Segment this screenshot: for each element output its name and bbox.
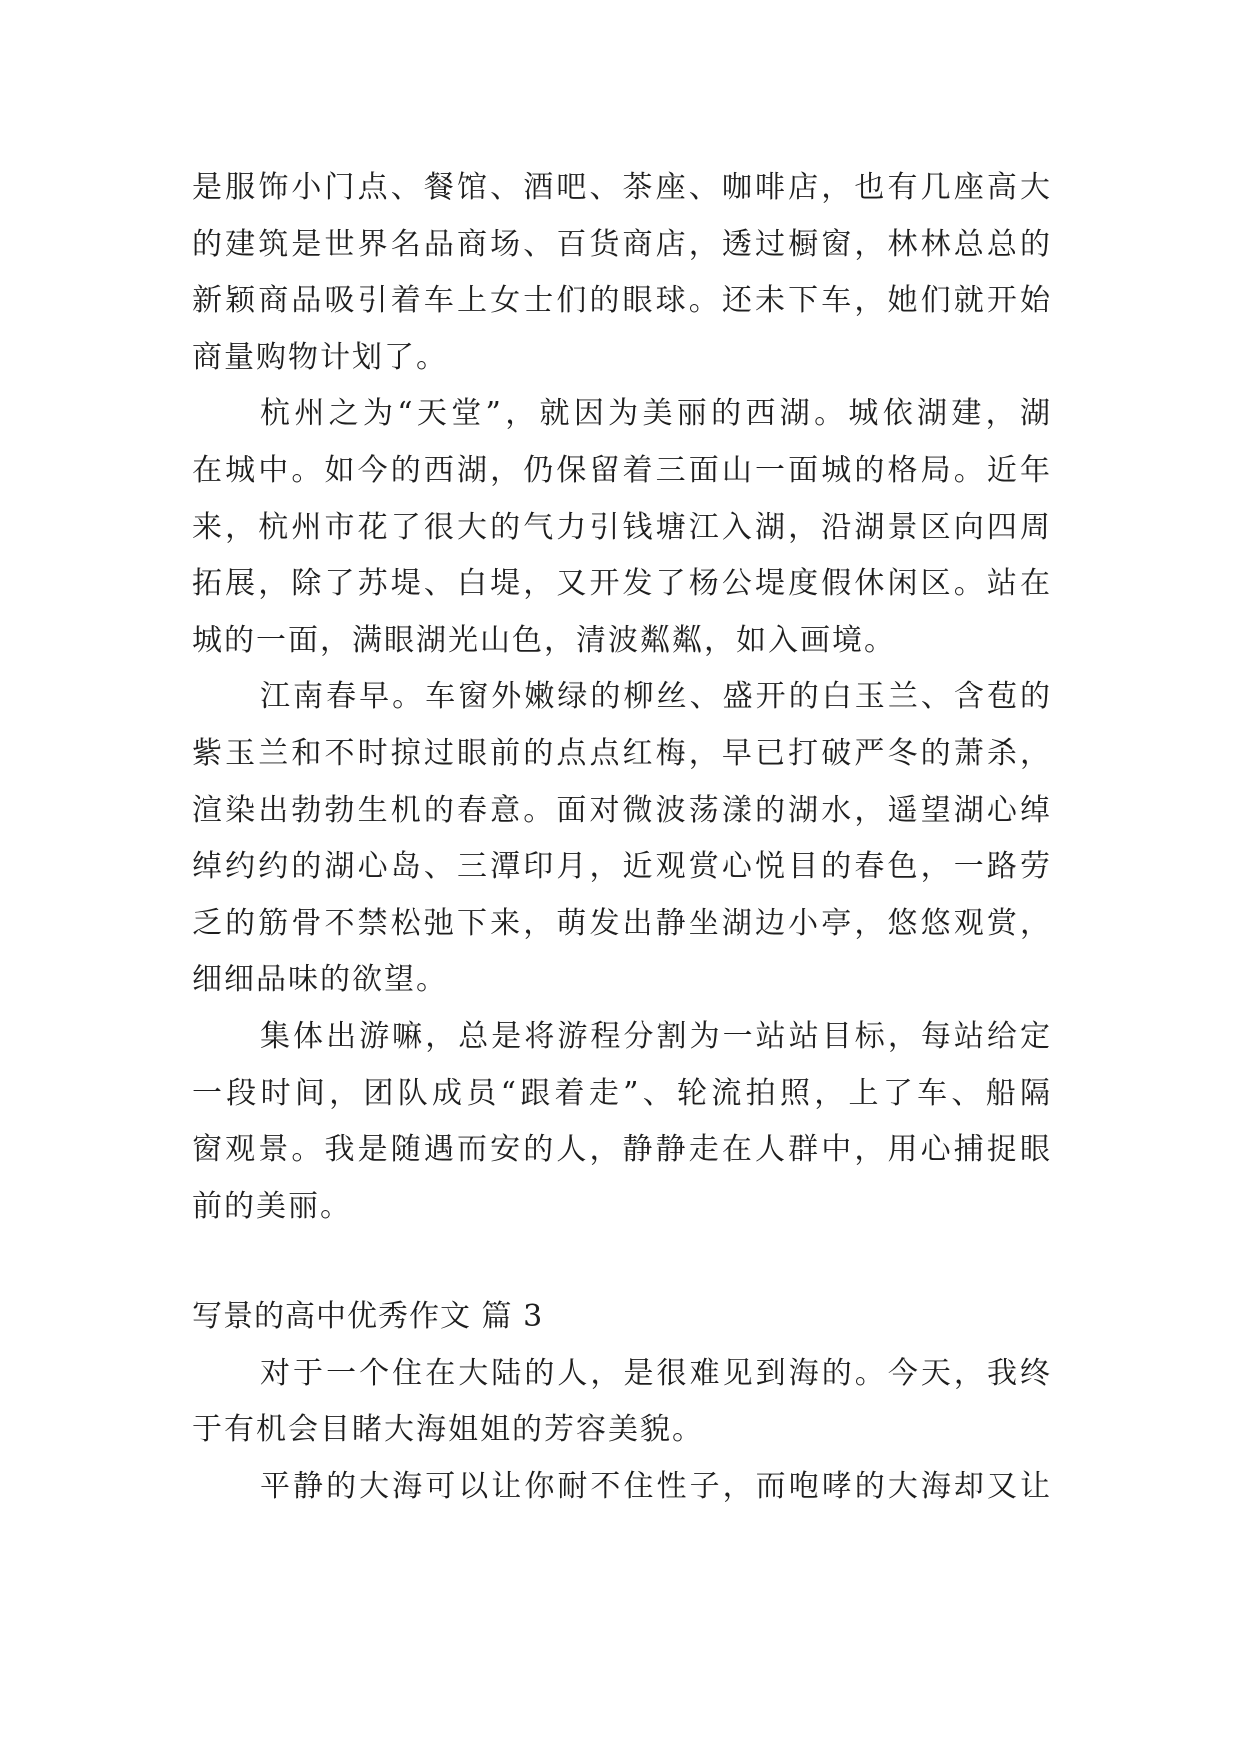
- text-line: 新颖商品吸引着车上女士们的眼球。还未下车，她们就开始: [192, 283, 1052, 319]
- text-line: 窗观景。我是随遇而安的人，静静走在人群中，用心捕捉眼: [192, 1132, 1052, 1168]
- text-line: 集体出游嘛，总是将游程分割为一站站目标，每站给定: [260, 1018, 1052, 1054]
- paragraph: [192, 386, 1052, 669]
- document-page: [192, 160, 1052, 1516]
- text-line: 绰约约的湖心岛、三潭印月，近观赏心悦目的春色，一路劳: [192, 849, 1052, 885]
- text-line: 渲染出勃勃生机的春意。面对微波荡漾的湖水，遥望湖心绰: [192, 792, 1052, 828]
- text-line: 是服饰小门点、餐馆、酒吧、茶座、咖啡店，也有几座高大: [192, 170, 1052, 205]
- text-line: 来，杭州市花了很大的气力引钱塘江入湖，沿湖景区向四周: [192, 509, 1052, 545]
- text-line: 细细品味的欲望。: [192, 962, 448, 998]
- paragraph: [192, 1459, 1052, 1516]
- text-line: 在城中。如今的西湖，仍保留着三面山一面城的格局。近年: [192, 452, 1052, 488]
- text-line: 城的一面，满眼湖光山色，清波粼粼，如入画境。: [192, 622, 896, 658]
- text-line: 于有机会目睹大海姐姐的芳容美貌。: [192, 1412, 704, 1448]
- text-line: 前的美丽。: [192, 1188, 352, 1224]
- paragraph: [192, 1009, 1052, 1235]
- text-line: 江南春早。车窗外嫩绿的柳丝、盛开的白玉兰、含苞的: [260, 679, 1052, 715]
- section-heading: 写景的高中优秀作文 篇 3: [192, 1299, 544, 1335]
- paragraph: [192, 160, 1052, 386]
- text-line: 杭州之为“天堂”，就因为美丽的西湖。城依湖建，湖: [260, 396, 1052, 432]
- text-line: 一段时间，团队成员“跟着走”、轮流拍照，上了车、船隔: [192, 1075, 1052, 1111]
- paragraph: [192, 669, 1052, 1009]
- paragraph: [192, 1346, 1052, 1459]
- section-gap: [192, 1235, 1052, 1289]
- text-line: 乏的筋骨不禁松弛下来，萌发出静坐湖边小亭，悠悠观赏，: [192, 905, 1052, 941]
- text-line: 拓展，除了苏堤、白堤，又开发了杨公堤度假休闲区。站在: [192, 566, 1052, 602]
- text-line: 紫玉兰和不时掠过眼前的点点红梅，早已打破严冬的萧杀，: [192, 735, 1052, 771]
- text-line: 对于一个住在大陆的人，是很难见到海的。今天，我终: [260, 1355, 1052, 1391]
- text-line: 商量购物计划了。: [192, 339, 448, 375]
- text-line: 平静的大海可以让你耐不住性子，而咆哮的大海却又让: [260, 1469, 1052, 1505]
- text-line: 的建筑是世界名品商场、百货商店，透过橱窗，林林总总的: [192, 226, 1052, 262]
